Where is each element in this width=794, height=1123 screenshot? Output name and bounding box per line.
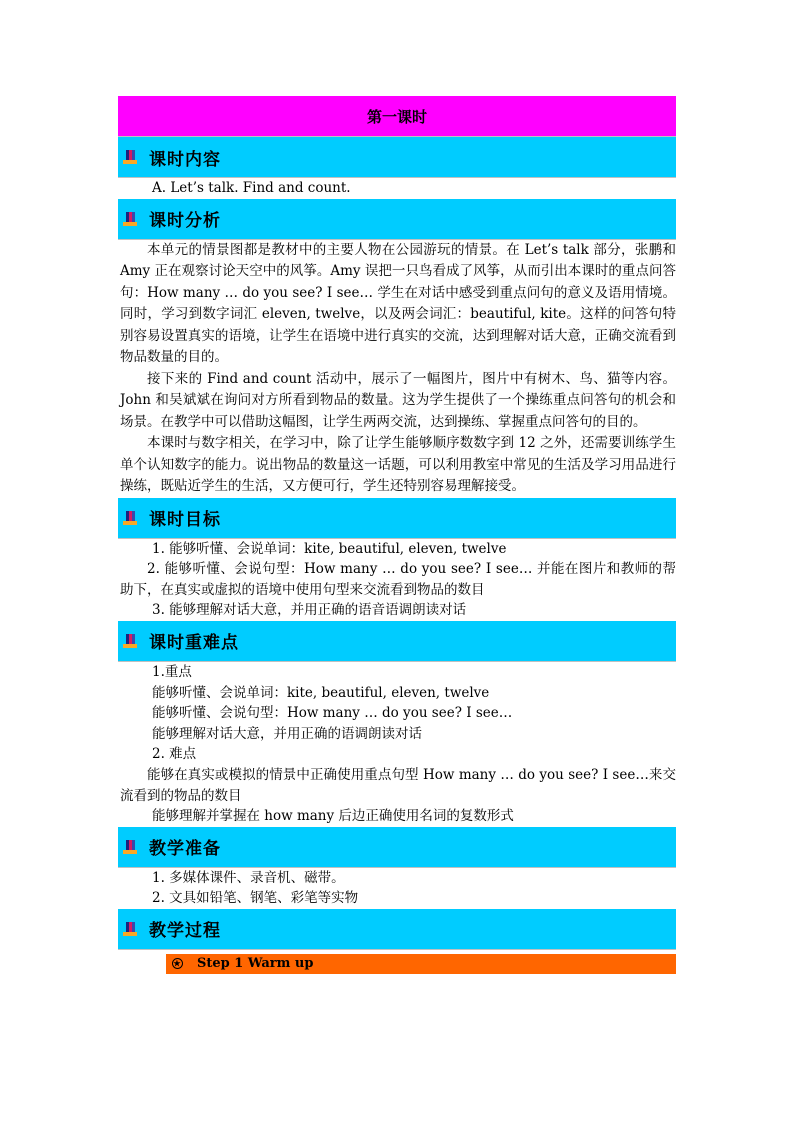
section-goals-body: [118, 539, 676, 621]
keypoint-line: 能够在真实或模拟的情景中正确使用重点句型 How many … do you see? I see…来交流看到的物品的数目: [120, 766, 676, 804]
section-content-body: [118, 178, 676, 199]
book-icon: [123, 634, 137, 648]
section-heading: 课时内容: [149, 149, 221, 170]
book-icon: [123, 922, 137, 936]
keypoint-line: 能够听懂、会说单词：kite, beautiful, eleven, twelve: [152, 684, 490, 701]
goal-item: 3. 能够理解对话大意，并用正确的语音语调朗读对话: [152, 602, 467, 619]
goal-item: 2. 能够听懂、会说句型：How many … do you see? I see… 并能在图片和教师的帮助下，在真实或虚拟的语境中使用句型来交流看到物品的数目: [120, 561, 676, 598]
section-keypoints-body: [118, 662, 676, 827]
keypoint-line: 能够听懂、会说句型：How many … do you see? I see…: [152, 705, 513, 722]
content-line: A. Let’s talk. Find and count.: [152, 180, 351, 196]
section-heading: 课时重难点: [149, 633, 239, 654]
lesson-title-text: 第一课时: [366, 107, 427, 126]
keypoint-line: 1.重点: [152, 663, 192, 680]
section-heading: 课时目标: [149, 510, 221, 531]
section-analysis-header: [118, 199, 676, 240]
lesson-document: [118, 96, 676, 974]
star-circle-icon: [172, 958, 183, 969]
analysis-paragraph: 接下来的 Find and count 活动中，展示了一幅图片，图片中有树木、鸟、猫等内容。John 和吴斌斌在询问对方所看到物品的数量。这为学生提供了一个操练重点问答句的机会和场景。在教学中可以借助这幅图，让学生两两交流，达到操练、掌握重点问答句的目的。: [120, 370, 676, 430]
book-icon: [123, 511, 137, 525]
section-process-header: [118, 909, 676, 950]
book-icon: [123, 212, 137, 226]
prep-item: 2. 文具如铅笔、钢笔、彩笔等实物: [152, 890, 359, 907]
section-heading: 课时分析: [149, 211, 221, 232]
step-1-bar: [166, 954, 676, 974]
analysis-paragraph: 本单元的情景图都是教材中的主要人物在公园游玩的情景。在 Let’s talk 部分，张鹏和 Amy 正在观察讨论天空中的风筝。Amy 误把一只鸟看成了风筝，从而引出本课时的重点问答句：How many … do you see? I see… 学生在对话中感受到重点问句的意义及语用情境。同时，学习到数字词汇 eleven, twelve，以及两会词汇：beautiful, kite。这样的问答句特别容易设置真实的语境，让学生在语境中进行真实的交流，达到理解对话大意，正确交流看到物品数量的目的。: [120, 241, 676, 366]
goal-item: 1. 能够听懂、会说单词：kite, beautiful, eleven, twelve: [152, 540, 507, 557]
prep-item: 1. 多媒体课件、录音机、磁带。: [152, 869, 345, 886]
section-goals-header: [118, 498, 676, 539]
step-1-label: Step 1 Warm up: [197, 956, 314, 972]
section-analysis-body: [118, 240, 676, 498]
keypoint-line: 能够理解对话大意，并用正确的语调朗读对话: [152, 725, 422, 742]
lesson-title: [118, 96, 676, 137]
analysis-paragraph: 本课时与数字相关，在学习中，除了让学生能够顺序数数字到 12 之外，还需要训练学生单个认知数字的能力。说出物品的数量这一话题，可以利用教室中常见的生活及学习用品进行操练，既贴近学生的生活，又方便可行，学生还特别容易理解接受。: [120, 435, 676, 495]
keypoint-line: 能够理解并掌握在 how many 后边正确使用名词的复数形式: [152, 808, 514, 825]
book-icon: [123, 150, 137, 164]
section-heading: 教学准备: [149, 839, 221, 860]
section-prep-body: [118, 868, 676, 909]
section-keypoints-header: [118, 621, 676, 662]
section-heading: 教学过程: [149, 921, 221, 942]
book-icon: [123, 840, 137, 854]
keypoint-line: 2. 难点: [152, 746, 197, 763]
section-prep-header: [118, 827, 676, 868]
section-content-header: [118, 137, 676, 178]
